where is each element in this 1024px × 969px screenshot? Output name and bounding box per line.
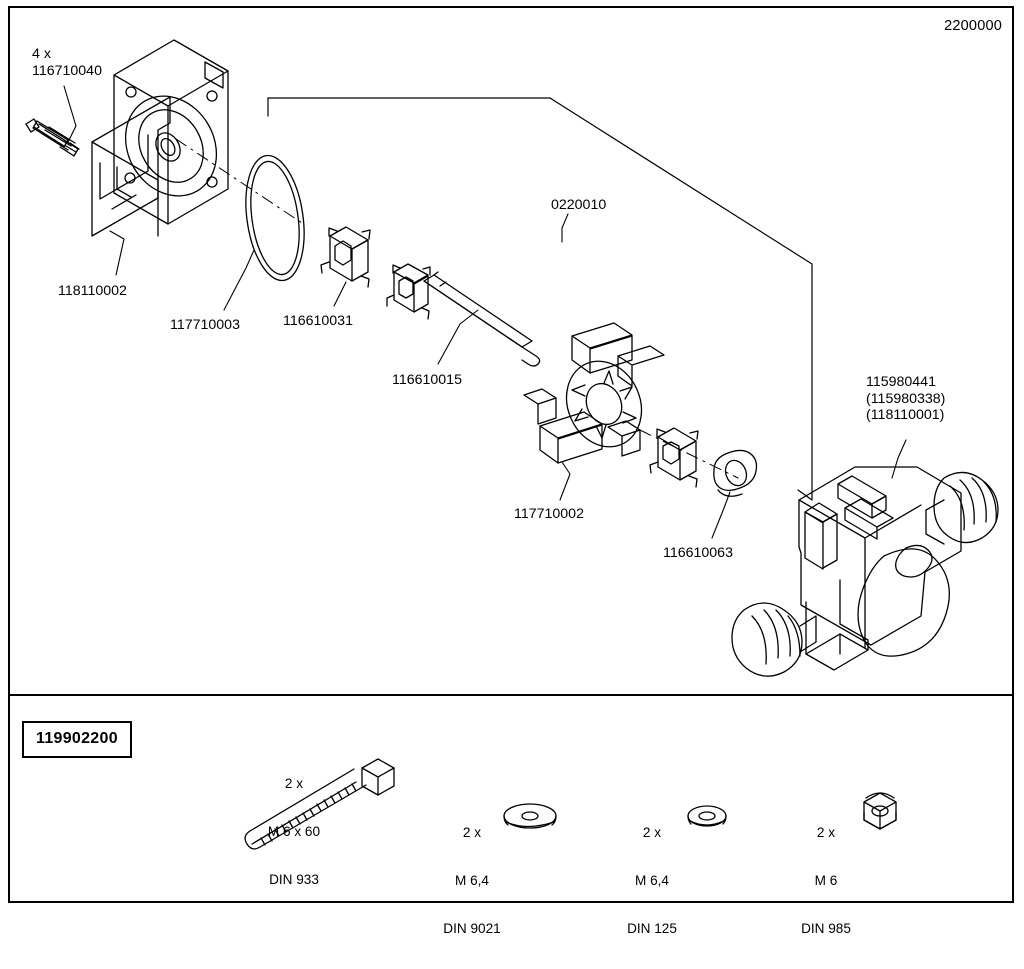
kit-number-box: 119902200 (22, 721, 132, 758)
label-117710002: 117710002 (514, 506, 584, 522)
page-border (8, 6, 1014, 903)
hardware-label-washer-large (430, 793, 514, 969)
label-0220010: 0220010 (551, 197, 607, 213)
label-116610063: 116610063 (663, 545, 733, 561)
sheet-code: 2200000 (944, 18, 1002, 34)
hardware-label-nut (786, 793, 866, 969)
hardware-label-washer-small (610, 793, 694, 969)
hardware-qty: 2 x (284, 776, 304, 791)
label-117710003: 117710003 (170, 317, 240, 333)
label-116610031: 116610031 (283, 313, 353, 329)
label-118110002: 118110002 (58, 283, 127, 299)
hardware-qty: 2 x (462, 825, 482, 840)
hardware-label-bolt (239, 744, 349, 920)
hardware-standard: DIN 9021 (443, 921, 501, 936)
label-116610015: 116610015 (392, 372, 462, 388)
label-115980441: 115980441 (115980338) (118110001) (866, 374, 946, 423)
label-116710040: 4 x 116710040 (32, 46, 102, 79)
hardware-standard: DIN 125 (627, 921, 677, 936)
section-divider (10, 694, 1012, 696)
hardware-size: M 6,4 (635, 873, 669, 888)
hardware-size: M 6 (814, 873, 838, 888)
hardware-qty: 2 x (816, 825, 836, 840)
hardware-qty: 2 x (642, 825, 662, 840)
hardware-size: M 6,4 (455, 873, 489, 888)
hardware-standard: DIN 933 (269, 872, 319, 887)
hardware-size: M 6 x 60 (267, 824, 321, 839)
hardware-standard: DIN 985 (801, 921, 851, 936)
